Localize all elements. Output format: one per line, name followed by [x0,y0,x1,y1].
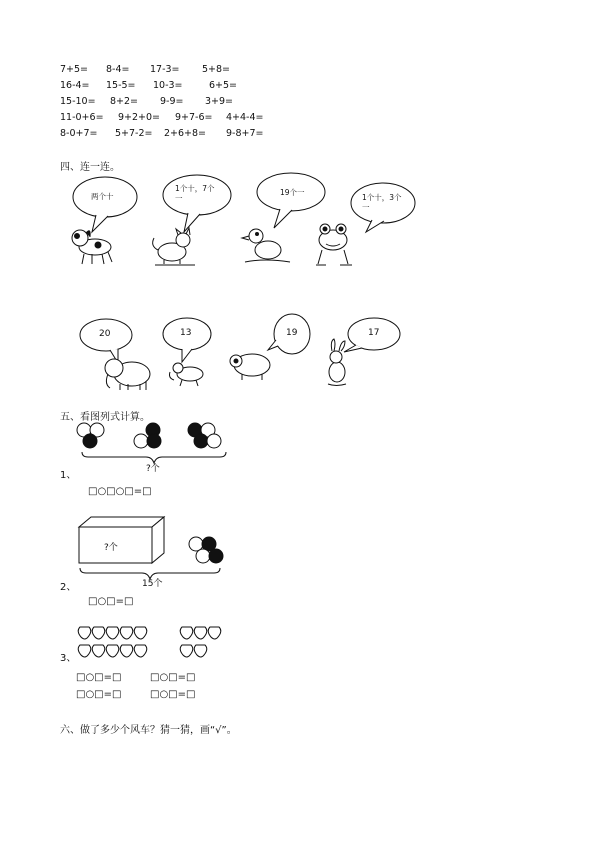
equation: 16-4= [60,80,90,91]
formula: □○□=□ [150,672,196,683]
brace-label: ?个 [146,464,160,474]
formula: □○□=□ [76,689,122,700]
bubble-text: 1个十，3个一 [362,193,402,212]
bubble-text: 19个一 [280,188,305,197]
question-label: 3、 [60,653,77,664]
equation: 9-8+7= [226,128,264,139]
bubble-number: 19 [286,328,298,338]
bubble-number: 13 [180,328,192,338]
bubble-text: 1个十，7个一 [175,184,215,203]
bubble-text: 两个十 [91,192,114,201]
bubble-number: 17 [368,328,380,338]
equation: 8+2= [110,96,139,107]
section-title: 五、看图列式计算。 [60,412,150,423]
equation: 2+6+8= [164,128,207,139]
box-3d [79,517,164,563]
equation: 15-5= [106,80,136,91]
equation: 5+7-2= [115,128,153,139]
equation: 9-9= [160,96,184,107]
circle-group [134,423,161,448]
equation: 17-3= [150,64,180,75]
equation: 11-0+6= [60,112,104,123]
formula: □○□=□ [88,596,134,607]
box-label: ?个 [104,543,118,553]
strawberry-group [78,627,147,657]
equation: 3+9= [205,96,234,107]
strawberry-group [180,627,221,657]
formula: □○□○□=□ [88,486,152,497]
brace-label: 15个 [142,579,163,589]
equation: 5+8= [202,64,231,75]
equation: 6+5= [209,80,238,91]
circle-group [189,537,223,563]
question-label: 1、 [60,470,77,481]
equation: 10-3= [153,80,183,91]
equation: 15-10= [60,96,96,107]
equation: 7+5= [60,64,89,75]
equation: 8-4= [106,64,130,75]
section-title: 四、连一连。 [60,162,120,173]
equation: 8-0+7= [60,128,98,139]
question-label: 2、 [60,582,77,593]
bubble-number: 20 [99,329,111,339]
equation: 4+4-4= [226,112,264,123]
circle-group [188,423,221,448]
equation: 9+2+0= [118,112,161,123]
equation: 9+7-6= [175,112,213,123]
section-title: 六、做了多少个风车？猜一猜，画“√”。 [60,725,237,736]
formula: □○□=□ [76,672,122,683]
circle-group [77,423,104,448]
formula: □○□=□ [150,689,196,700]
